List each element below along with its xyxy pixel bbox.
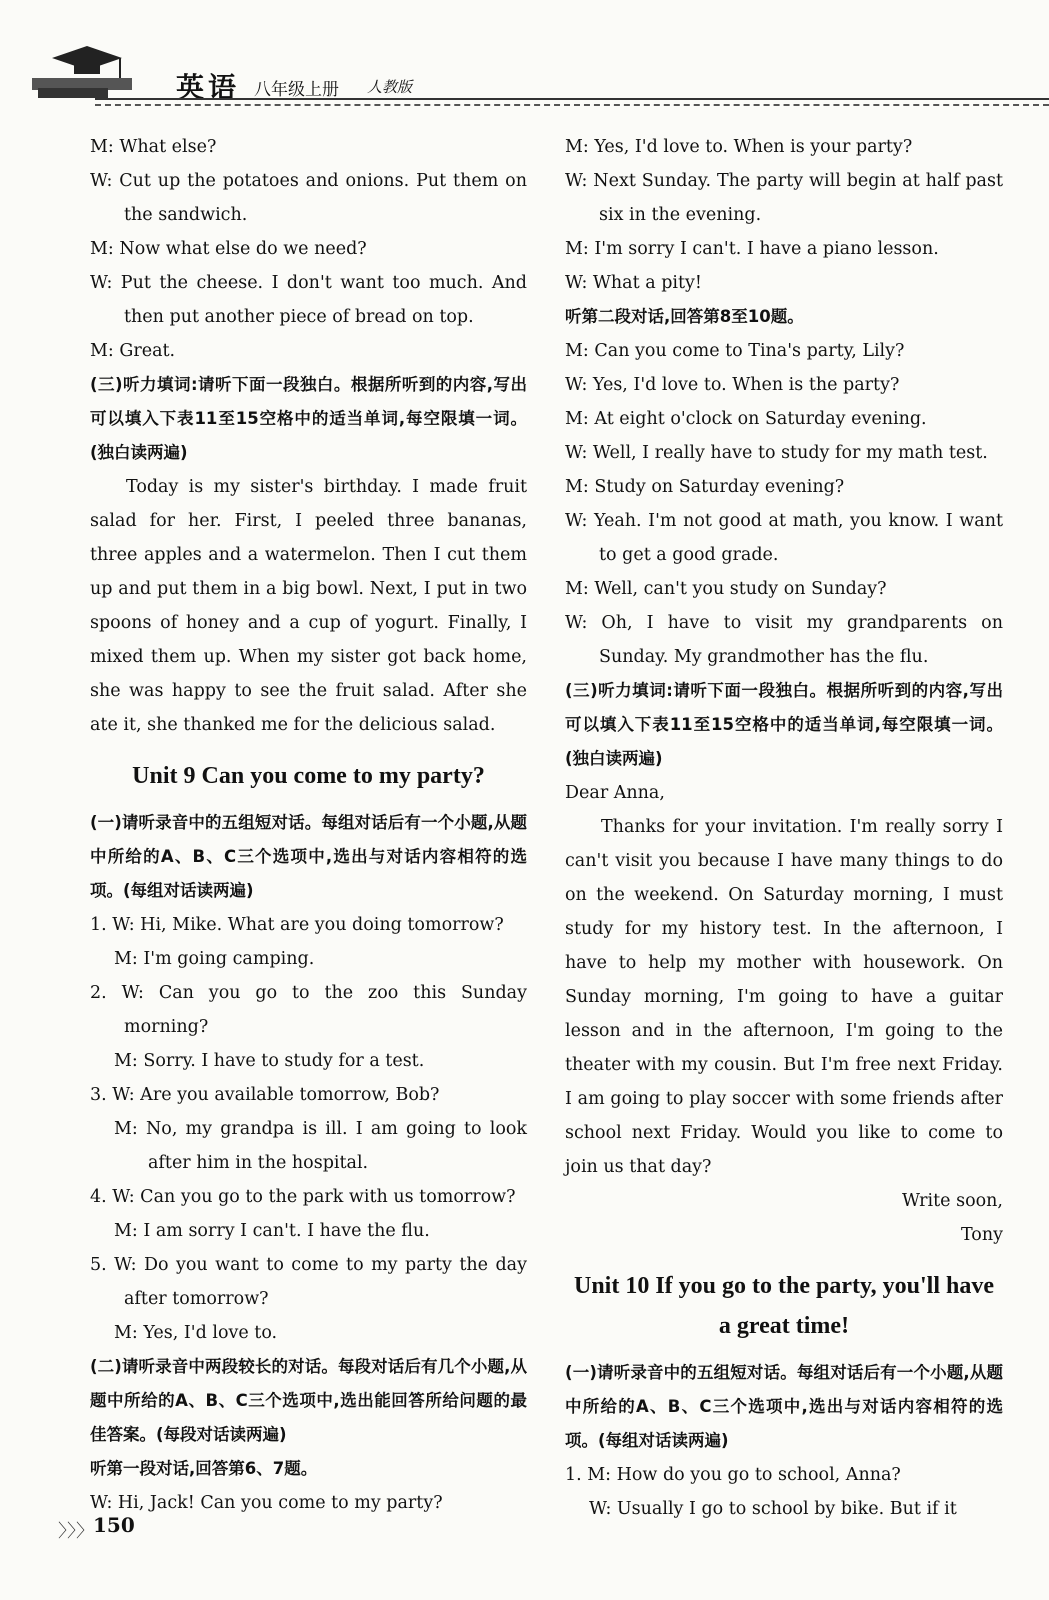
text-paragraph: W: Yeah. I'm not good at math, you know. I want to get a good grade.	[565, 511, 1003, 565]
text-paragraph: W: Next Sunday. The party will begin at half past six in the evening.	[565, 171, 1003, 225]
text-paragraph: Tony	[960, 1225, 1003, 1245]
text-paragraph: M: Sorry. I have to study for a test.	[114, 1051, 425, 1071]
text-paragraph: M: What else?	[90, 137, 217, 157]
unit-heading: Unit 9 Can you come to my party?	[132, 763, 485, 789]
edition-label: 人教版	[367, 78, 413, 96]
text-paragraph: 5. W: Do you want to come to my party the day after tomorrow?	[90, 1255, 527, 1309]
text-paragraph: M: I'm sorry I can't. I have a piano lesson.	[565, 239, 939, 259]
text-paragraph: M: Can you come to Tina's party, Lily?	[565, 341, 905, 361]
text-paragraph: W: Hi, Jack! Can you come to my party?	[90, 1493, 443, 1513]
text-paragraph: Today is my sister's birthday. I made fruit salad for her. First, I peeled three bananas, three apples and a watermelon. Then I cut them up and put them in a big bowl. Next, I put in two spoons of honey and a cup of yogurt. Finally, I mixed them up. When my sister got back home, she was happy to see the fruit salad. After she ate it, she thanked me for the delicious salad.	[90, 477, 527, 735]
text-paragraph: M: At eight o'clock on Saturday evening.	[565, 409, 927, 429]
text-paragraph: M: Now what else do we need?	[90, 239, 367, 259]
page-number: 150	[93, 1513, 135, 1537]
text-paragraph: W: Well, I really have to study for my math test.	[565, 443, 988, 463]
text-paragraph: Write soon,	[901, 1191, 1003, 1211]
text-paragraph: 4. W: Can you go to the park with us tomorrow?	[90, 1187, 516, 1207]
section-instruction: 听第一段对话,回答第6、7题。	[90, 1459, 318, 1478]
text-paragraph: M: Study on Saturday evening?	[565, 477, 845, 497]
text-paragraph: Dear Anna,	[565, 783, 665, 803]
section-instruction: (三)听力填词:请听下面一段独白。根据所听到的内容,写出可以填入下表11至15空格中的适当单词,每空限填一词。(独白读两遍)	[565, 681, 1003, 768]
text-paragraph: W: Cut up the potatoes and onions. Put them on the sandwich.	[90, 171, 527, 225]
header-rule	[95, 98, 1049, 100]
text-paragraph: M: Well, can't you study on Sunday?	[565, 579, 887, 599]
text-paragraph: 1. W: Hi, Mike. What are you doing tomorrow?	[90, 915, 504, 935]
text-paragraph: Thanks for your invitation. I'm really sorry I can't visit you because I have many things to do on the weekend. On Saturday morning, I must study for my history test. In the afternoon, I have to help my mother with housework. On Sunday morning, I'm going to have a guitar lesson and in the afternoon, I'm going to the theater with my cousin. But I'm free next Friday. I am going to play soccer with some friends after school next Friday. Would you like to come to join us that day?	[565, 817, 1003, 1177]
subject-title: 英语	[176, 71, 241, 104]
text-paragraph: 3. W: Are you available tomorrow, Bob?	[90, 1085, 440, 1105]
grade-label: 八年级上册	[254, 80, 339, 100]
section-instruction: (一)请听录音中的五组短对话。每组对话后有一个小题,从题中所给的A、B、C三个选项中,选出与对话内容相符的选项。(每组对话读两遍)	[565, 1363, 1003, 1450]
text-paragraph: M: I'm going camping.	[114, 949, 315, 969]
text-paragraph: M: Great.	[90, 341, 176, 361]
header-dashed-rule	[95, 104, 1049, 106]
text-paragraph: W: Oh, I have to visit my grandparents on Sunday. My grandmother has the flu.	[565, 613, 1003, 667]
section-instruction: (一)请听录音中的五组短对话。每组对话后有一个小题,从题中所给的A、B、C三个选项中,选出与对话内容相符的选项。(每组对话读两遍)	[90, 813, 527, 900]
text-paragraph: M: I am sorry I can't. I have the flu.	[114, 1221, 430, 1241]
text-paragraph: M: Yes, I'd love to. When is your party?	[565, 137, 913, 157]
text-paragraph: W: Put the cheese. I don't want too much. And then put another piece of bread on top.	[90, 273, 527, 327]
right-column	[565, 130, 1003, 1526]
text-paragraph: M: Yes, I'd love to.	[114, 1323, 278, 1343]
page-header	[0, 0, 1049, 118]
text-paragraph: M: No, my grandpa is ill. I am going to look after him in the hospital.	[114, 1119, 527, 1173]
section-instruction: (二)请听录音中两段较长的对话。每段对话后有几个小题,从题中所给的A、B、C三个选项中,选出能回答所给问题的最佳答案。(每段对话读两遍)	[90, 1357, 527, 1444]
text-paragraph: 2. W: Can you go to the zoo this Sunday morning?	[90, 983, 527, 1037]
unit-heading: Unit 10 If you go to the party, you'll have a great time!	[573, 1273, 995, 1339]
text-paragraph: W: Yes, I'd love to. When is the party?	[565, 375, 900, 395]
text-paragraph: W: What a pity!	[565, 273, 702, 293]
footer-arrows-icon: 〉〉〉	[58, 1521, 94, 1542]
section-instruction: 听第二段对话,回答第8至10题。	[565, 307, 804, 326]
text-paragraph: W: Usually I go to school by bike. But if it	[589, 1499, 957, 1519]
section-instruction: (三)听力填词:请听下面一段独白。根据所听到的内容,写出可以填入下表11至15空格中的适当单词,每空限填一词。(独白读两遍)	[90, 375, 527, 462]
text-paragraph: 1. M: How do you go to school, Anna?	[565, 1465, 901, 1485]
left-column	[90, 130, 527, 1520]
